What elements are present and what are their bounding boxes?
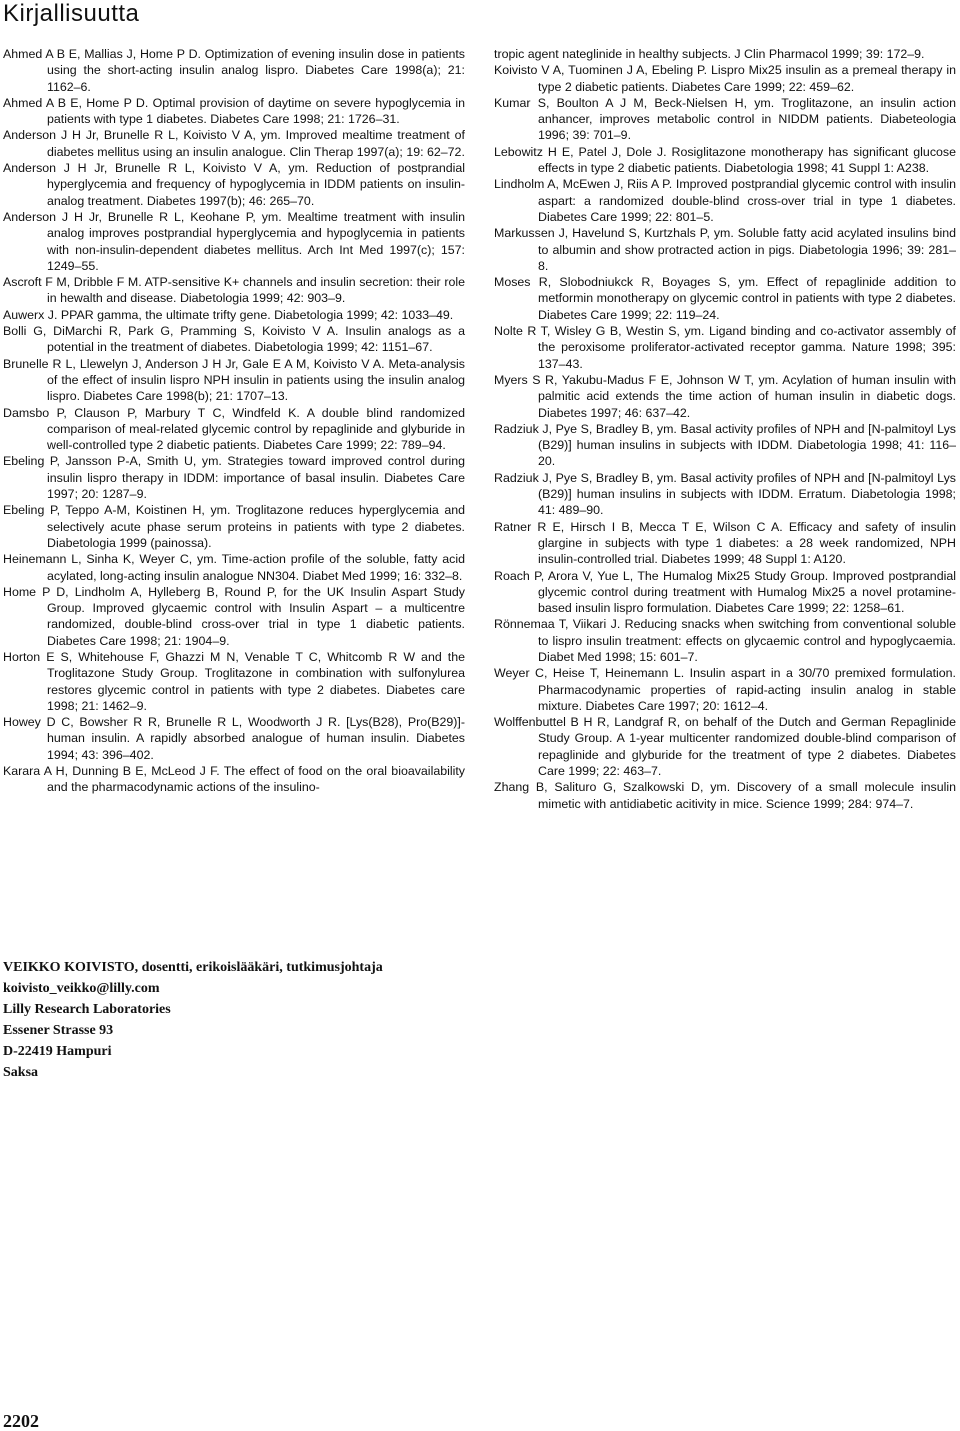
reference-item: Heinemann L, Sinha K, Weyer C, ym. Time-action profile of the soluble, fatty acid acylated, long-acting insulin analogue NN304. Diabet Med 1999; 16: 332–8. (3, 552, 465, 583)
reference-list-left (3, 46, 465, 796)
reference-item: Bolli G, DiMarchi R, Park G, Pramming S, Koivisto V A. Insulin analogs as a potential in the treatment of diabetes. Diabetologia 1999; 42: 1151–67. (3, 324, 465, 355)
reference-item: Ahmed A B E, Home P D. Optimal provision of daytime on severe hypoglycemia in patients with type 1 diabetes. Diabetes Care 1998; 21: 1726–31. (3, 95, 465, 127)
page-number: 2202 (3, 1411, 39, 1431)
reference-item: Horton E S, Whitehouse F, Ghazzi M N, Venable T C, Whitcomb R W and the Troglitazone Study Group. Troglitazone in combination with sulfonylurea restores glycemic control in patients with type 2 diabetes. Diabetes care 1998; 21: 1462–9. (3, 649, 465, 713)
reference-item: Markussen J, Havelund S, Kurtzhals P, ym. Soluble fatty acid acylated insulins bind to albumin and show protracted action in pigs. Diabetologia 1996; 39: 281–8. (494, 226, 956, 273)
page-title: Kirjallisuutta (3, 0, 140, 27)
reference-item: Karara A H, Dunning B E, McLeod J F. The effect of food on the oral bioavailability and the pharmacodynamic actions of the insulino- (3, 764, 465, 795)
author-info (3, 957, 383, 1083)
reference-item: Ascroft F M, Dribble F M. ATP-sensitive K+ channels and insulin secretion: their role in hewalth and disease. Diabetologia 1999; 42: 903–9. (3, 275, 465, 306)
reference-item: Rönnemaa T, Viikari J. Reducing snacks when switching from conventional soluble to lispro insulin treatment: effects on glycaemic control and hypoglycaemia. Diabet Med 1998; 15: 601–7. (494, 617, 956, 664)
reference-item: Nolte R T, Wisley G B, Westin S, ym. Ligand binding and co-activator assembly of the peroxisome proliferator-activated receptor gamma. Nature 1998; 395: 137–43. (494, 324, 956, 371)
reference-item: Koivisto V A, Tuominen J A, Ebeling P. Lispro Mix25 insulin as a premeal therapy in type 2 diabetic patients. Diabetes Care 1999; 22: 459–62. (494, 63, 956, 94)
reference-item: Ratner R E, Hirsch I B, Mecca T E, Wilson C A. Efficacy and safety of insulin glargine in subjects with type 1 diabetes: a 28 week randomized, NPH insulin-controlled trial. Diabetes 1999; 48 Suppl 1: A120. (494, 519, 956, 567)
reference-item: Ebeling P, Jansson P-A, Smith U, ym. Strategies toward improved control during insulin lispro therapy in IDDM: importance of basal insulin. Diabetes Care 1997; 20: 1287–9. (3, 454, 465, 502)
reference-item: Kumar S, Boulton A J M, Beck-Nielsen H, ym. Troglitazone, an insulin action anhancer, improves metabolic control in NIDDM patients. Diabeteologia 1996; 39: 701–9. (494, 95, 956, 143)
author-organization: Lilly Research Laboratories (3, 1002, 171, 1017)
reference-list-right (494, 46, 956, 812)
reference-item: Moses R, Slobodniukck R, Boyages S, ym. Effect of repaglinide addition to metformin monotherapy on glycemic control in patients with type 2 diabetes. Diabetes Care 1999; 22: 119–24. (494, 275, 956, 322)
reference-continuation: tropic agent nateglinide in healthy subjects. J Clin Pharmacol 1999; 39: 172–9. (494, 47, 925, 61)
reference-item: Myers S R, Yakubu-Madus F E, Johnson W T, ym. Acylation of human insulin with palmitic acid extends the time action of human insulin in diabetic dogs. Diabetes 1997; 46: 637–42. (494, 372, 956, 420)
reference-item: Brunelle R L, Llewelyn J, Anderson J H Jr, Gale E A M, Koivisto V A. Meta-analysis of the effect of insulin lispro NPH insulin in patients using the insulin analog lispro. Diabetes Care 1998(b); 21: 1707–13. (3, 356, 465, 404)
reference-item: Howey D C, Bowsher R R, Brunelle R L, Woodworth J R. [Lys(B28), Pro(B29)]-human insulin. A rapidly absorbed analogue of human insulin. Diabetes 1994; 43: 396–402. (3, 715, 465, 762)
reference-item: Anderson J H Jr, Brunelle R L, Koivisto V A, ym. Reduction of postprandial hyperglycemia and frequency of hypoglycemia in IDDM patients on insulin-analog treatment. Diabetes 1997(b); 46: 265–70. (3, 161, 465, 208)
author-email: koivisto_veikko@lilly.com (3, 981, 160, 996)
reference-item: Radziuk J, Pye S, Bradley B, ym. Basal activity profiles of NPH and [N-palmitoyl Lys (B29)] human insulins in subjects with IDDM. Erratum. Diabetologia 1998; 41: 489–90. (494, 470, 956, 518)
reference-item: Home P D, Lindholm A, Hylleberg B, Round P, for the UK Insulin Aspart Study Group. Improved glycaemic control with Insulin Aspart – a multicentre randomized, double-blind cross-over trial in type 1 diabetic patients. Diabetes Care 1998; 21: 1904–9. (3, 584, 465, 648)
reference-item: Lebowitz H E, Patel J, Dole J. Rosiglitazone monotherapy has significant glucose effects in type 2 diabetic patients. Diabetologia 1998; 41 Suppl 1: A238. (494, 144, 956, 176)
author-name-title: VEIKKO KOIVISTO, dosentti, erikoislääkäri, tutkimusjohtaja (3, 960, 383, 975)
author-country: Saksa (3, 1065, 39, 1080)
reference-item: Anderson J H Jr, Brunelle R L, Keohane P, ym. Mealtime treatment with insulin analog improves postprandial hyperglycemia and hypoglycemia in patients with non-insulin-dependent diabetes mellitus. Arch Int Med 1997(c); 157: 1249–55. (3, 209, 465, 273)
reference-item: Anderson J H Jr, Brunelle R L, Koivisto V A, ym. Improved mealtime treatment of diabetes mellitus using an insulin analogue. Clin Therap 1997(a); 19: 62–72. (3, 128, 465, 159)
reference-item: Ebeling P, Teppo A-M, Koistinen H, ym. Troglitazone reduces hyperglycemia and selectively acute phase serum proteins in patients with type 2 diabetes. Diabetologia 1999 (painossa). (3, 503, 465, 550)
reference-item: Damsbo P, Clauson P, Marbury T C, Windfeld K. A double blind randomized comparison of meal-related glycemic control by repaglinide and glyburide in well-controlled type 2 diabetic patients. Diabetes Care 1999; 22: 789–94. (3, 405, 465, 453)
reference-item: Weyer C, Heise T, Heinemann L. Insulin aspart in a 30/70 premixed formulation. Pharmacodynamic properties of rapid-acting insulin analog in stable mixture. Diabetes Care 1997; 20: 1612–4. (494, 666, 956, 713)
author-street: Essener Strasse 93 (3, 1023, 114, 1038)
reference-item: Lindholm A, McEwen J, Riis A P. Improved postprandial glycemic control with insulin aspart: a randomized double-blind cross-over trial in type 1 diabetes. Diabetes Care 1999; 22: 801–5. (494, 177, 956, 224)
author-postal-city: D-22419 Hampuri (3, 1044, 112, 1059)
reference-item: Auwerx J. PPAR gamma, the ultimate trifty gene. Diabetologia 1999; 42: 1033–49. (3, 307, 454, 322)
reference-item: Roach P, Arora V, Yue L, The Humalog Mix25 Study Group. Improved postprandial glycemic control during treatment with Humalog Mix25 a novel protamine-based insulin lispro formulation. Diabetes Care 1999; 22: 1258–61. (494, 568, 956, 616)
reference-item: Ahmed A B E, Mallias J, Home P D. Optimization of evening insulin dose in patients using the short-acting insulin analog lispro. Diabetes Care 1998(a); 21: 1162–6. (3, 47, 465, 94)
reference-item: Zhang B, Salituro G, Szalkowski D, ym. Discovery of a small molecule insulin mimetic with antidiabetic acitivity in mice. Science 1999; 284: 974–7. (494, 780, 956, 811)
reference-item: Radziuk J, Pye S, Bradley B, ym. Basal activity profiles of NPH and [N-palmitoyl Lys (B29)] human insulins in subjects with IDDM. Diabetologia 1998; 41: 116–20. (494, 421, 956, 469)
reference-item: Wolffenbuttel B H R, Landgraf R, on behalf of the Dutch and German Repaglinide Study Group. A 1-year multicenter randomized double-blind comparison of repaglinide and glyburide for the treatment of type 2 diabetes. Diabetes Care 1999; 22: 463–7. (494, 715, 956, 779)
